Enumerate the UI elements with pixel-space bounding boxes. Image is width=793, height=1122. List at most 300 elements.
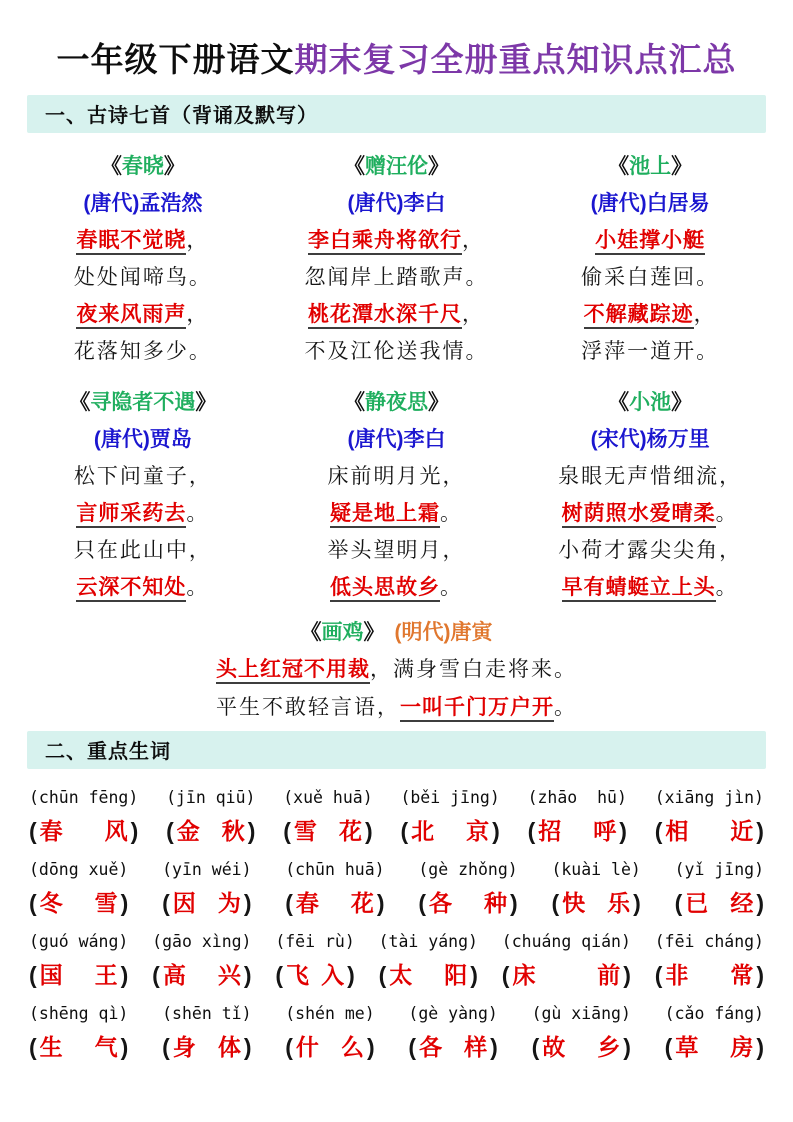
verse-text: 忽闻岸上踏歌声。 xyxy=(304,265,489,289)
verse-text: ， xyxy=(461,228,485,252)
vocab-item xyxy=(675,857,764,918)
poem-line xyxy=(534,296,766,333)
verse-text: 泉眼无声惜细流， xyxy=(558,464,743,488)
paren-open: ( xyxy=(285,889,293,916)
paren-close: ) xyxy=(470,961,478,988)
vocab-chars xyxy=(539,1032,623,1062)
poem-author: (宋代)杨万里 xyxy=(590,427,710,451)
vocab-hanzi xyxy=(285,888,384,918)
paren-open: ( xyxy=(418,889,427,916)
vocab-item xyxy=(551,857,640,918)
poem-line xyxy=(27,296,259,333)
paren-open: ( xyxy=(162,889,170,916)
vocab-item xyxy=(29,857,128,918)
verse-text: ， xyxy=(461,302,485,326)
paren-close: ) xyxy=(376,889,385,916)
paren-open: ( xyxy=(654,817,663,844)
hanzi-char: 风 xyxy=(104,817,128,844)
paren-close: ) xyxy=(623,961,631,988)
vocab-hanzi xyxy=(379,960,478,990)
title-open-bracket: 《 xyxy=(69,390,91,414)
vocab-chars xyxy=(662,960,756,990)
verse-text: 。 xyxy=(186,575,210,599)
verse-text: ， xyxy=(186,302,210,326)
vocab-hanzi xyxy=(29,960,128,990)
paren-close: ) xyxy=(130,817,139,844)
vocab-chars xyxy=(535,816,619,846)
poem-title xyxy=(301,621,385,644)
hanzi-char: 太 xyxy=(389,961,413,988)
verse-highlighted: 不解藏踪迹 xyxy=(584,303,694,329)
hanzi-char: 前 xyxy=(597,961,621,988)
paren-open: ( xyxy=(166,817,174,844)
poem-line xyxy=(534,222,766,259)
hanzi-char: 已 xyxy=(685,889,709,916)
vocab-pinyin: (shén me) xyxy=(285,1003,375,1023)
vocab-pinyin: (dōng xuě) xyxy=(29,859,129,879)
poem-title xyxy=(534,384,766,421)
paren-close: ) xyxy=(347,961,355,988)
poem-card xyxy=(534,148,766,370)
poem-card xyxy=(267,384,527,606)
poem-card xyxy=(534,384,766,606)
vocab-chars xyxy=(37,960,121,990)
poem-line xyxy=(534,569,766,606)
vocab-row xyxy=(29,1001,764,1062)
section-header-poems xyxy=(27,95,766,133)
vocab-hanzi xyxy=(675,888,764,918)
verse-highlighted: 树荫照水爱晴柔 xyxy=(562,502,716,528)
hanzi-char: 体 xyxy=(217,1033,241,1060)
paren-open: ( xyxy=(501,961,510,988)
hanzi-char: 房 xyxy=(730,1033,754,1060)
vocab-item xyxy=(532,1001,631,1062)
paren-open: ( xyxy=(527,817,536,844)
verse-text: 只在此山中， xyxy=(73,538,212,562)
paren-close: ) xyxy=(490,1033,498,1060)
hanzi-char: 因 xyxy=(172,889,196,916)
vocab-hanzi xyxy=(29,816,138,846)
document-title-part-purple: 期末复习全册重点知识点汇总 xyxy=(294,41,737,78)
vocab-section xyxy=(27,785,766,1062)
poem-line xyxy=(27,222,259,259)
paren-open: ( xyxy=(285,1033,293,1060)
hanzi-char: 种 xyxy=(484,889,508,916)
title-open-bracket: 《 xyxy=(100,154,122,178)
poem-line xyxy=(27,333,259,370)
hanzi-char: 乐 xyxy=(607,889,631,916)
poem-title-text: 画鸡 xyxy=(321,620,364,644)
vocab-chars xyxy=(170,1032,244,1062)
poem-line xyxy=(534,259,766,296)
paren-close: ) xyxy=(243,889,252,916)
vocab-item xyxy=(528,785,627,846)
paren-close: ) xyxy=(364,817,373,844)
hanzi-char: 什 xyxy=(295,1033,319,1060)
vocab-pinyin: (xiāng jìn) xyxy=(654,787,764,807)
vocab-pinyin: (tài yáng) xyxy=(378,931,478,951)
vocab-item xyxy=(400,785,499,846)
poem-line xyxy=(534,495,766,532)
hanzi-char: 阳 xyxy=(444,961,468,988)
poem-line xyxy=(27,569,259,606)
vocab-hanzi xyxy=(285,1032,374,1062)
hanzi-char: 高 xyxy=(162,961,186,988)
vocab-hanzi xyxy=(275,960,354,990)
hanzi-char: 金 xyxy=(176,817,200,844)
vocab-row xyxy=(29,857,764,918)
hanzi-char: 冬 xyxy=(39,889,63,916)
verse-highlighted: 低头思故乡 xyxy=(330,576,440,602)
title-close-bracket: 》 xyxy=(427,390,449,414)
vocab-item xyxy=(166,785,255,846)
poem-line xyxy=(534,458,766,495)
paren-open: ( xyxy=(400,817,409,844)
vocab-pinyin: (fēi rù) xyxy=(275,931,355,951)
poem-author: (唐代)孟浩然 xyxy=(83,191,203,215)
poem-card xyxy=(27,148,259,370)
paren-close: ) xyxy=(633,889,641,916)
vocab-item xyxy=(408,1001,497,1062)
paren-open: ( xyxy=(29,1033,37,1060)
verse-highlighted: 云深不知处 xyxy=(76,576,186,602)
verse-highlighted: 头上红冠不用裁 xyxy=(216,658,370,684)
hanzi-char: 故 xyxy=(542,1033,566,1060)
vocab-item xyxy=(283,785,372,846)
hanzi-char: 王 xyxy=(94,961,118,988)
vocab-chars xyxy=(672,1032,756,1062)
vocab-pinyin: (cǎo fáng) xyxy=(664,1003,764,1023)
verse-highlighted: 李白乘舟将欲行 xyxy=(308,229,462,255)
vocab-pinyin: (jīn qiū) xyxy=(166,787,256,807)
hanzi-char: 各 xyxy=(429,889,453,916)
hanzi-char: 么 xyxy=(340,1033,364,1060)
poem-line xyxy=(27,495,259,532)
title-close-bracket: 》 xyxy=(671,390,693,414)
poem-line xyxy=(267,532,527,569)
vocab-hanzi xyxy=(29,888,128,918)
hanzi-char: 各 xyxy=(419,1033,443,1060)
vocab-hanzi xyxy=(655,960,764,990)
vocab-pinyin: (shēn tǐ) xyxy=(162,1003,252,1023)
vocab-chars xyxy=(293,888,377,918)
vocab-pinyin: (shēng qì) xyxy=(29,1003,129,1023)
title-open-bracket: 《 xyxy=(300,620,322,644)
title-close-bracket: 》 xyxy=(671,154,693,178)
vocab-chars xyxy=(416,1032,490,1062)
poem-line xyxy=(534,333,766,370)
vocab-hanzi xyxy=(665,1032,764,1062)
vocab-pinyin: (chūn fēng) xyxy=(29,787,139,807)
vocab-pinyin: (kuài lè) xyxy=(551,859,641,879)
document-title xyxy=(27,36,766,84)
paren-open: ( xyxy=(674,889,683,916)
paren-close: ) xyxy=(756,961,764,988)
vocab-chars xyxy=(37,816,131,846)
vocab-item xyxy=(162,857,251,918)
vocab-item xyxy=(285,1001,374,1062)
hanzi-char: 为 xyxy=(217,889,241,916)
poem-line xyxy=(267,495,527,532)
poem-title-text: 春晓 xyxy=(121,154,164,178)
hanzi-char: 雪 xyxy=(293,817,317,844)
verse-text: 。 xyxy=(439,501,463,525)
verse-text: 。 xyxy=(554,695,577,719)
poem-card xyxy=(27,384,259,606)
verse-text: 不及江伦送我情。 xyxy=(304,339,489,363)
verse-text: 松下问童子， xyxy=(73,464,212,488)
vocab-pinyin: (chūn huā) xyxy=(285,859,385,879)
paren-close: ) xyxy=(623,1033,631,1060)
verse-text: 处处闻啼鸟。 xyxy=(73,265,212,289)
poem-author: (唐代)李白 xyxy=(347,427,446,451)
hanzi-char: 京 xyxy=(466,817,490,844)
hanzi-char: 非 xyxy=(665,961,689,988)
vocab-hanzi xyxy=(502,960,631,990)
vocab-chars xyxy=(291,816,365,846)
vocab-pinyin: (gāo xìng) xyxy=(152,931,252,951)
verse-text: 浮萍一道开。 xyxy=(581,339,720,363)
hanzi-char: 床 xyxy=(512,961,536,988)
paren-open: ( xyxy=(275,961,283,988)
vocab-item xyxy=(29,1001,128,1062)
hanzi-char: 常 xyxy=(730,961,754,988)
poem-line xyxy=(27,532,259,569)
paren-open: ( xyxy=(551,889,560,916)
paren-close: ) xyxy=(366,1033,375,1060)
title-open-bracket: 《 xyxy=(608,390,630,414)
verse-text: 平生不敢轻言语， xyxy=(216,695,400,719)
verse-text: ， xyxy=(186,228,210,252)
poem-line xyxy=(534,532,766,569)
hanzi-char: 秋 xyxy=(221,817,245,844)
poem-title xyxy=(267,148,527,185)
paren-close: ) xyxy=(619,817,627,844)
vocab-chars xyxy=(408,816,492,846)
verse-text: 小荷才露尖尖角， xyxy=(558,538,743,562)
section-header-vocab-label: 二、重点生词 xyxy=(45,741,171,764)
vocab-hanzi xyxy=(418,888,517,918)
hanzi-char: 乡 xyxy=(597,1033,621,1060)
poem-line xyxy=(27,689,766,727)
vocab-pinyin: (gè zhǒng) xyxy=(418,859,518,879)
verse-text: 。 xyxy=(715,501,739,525)
poems-grid xyxy=(27,148,766,606)
vocab-pinyin: (gù xiāng) xyxy=(531,1003,631,1023)
vocab-item xyxy=(502,929,631,990)
hanzi-char: 春 xyxy=(295,889,319,916)
hanzi-char: 花 xyxy=(350,889,374,916)
vocab-chars xyxy=(293,1032,367,1062)
hanzi-char: 草 xyxy=(675,1033,699,1060)
hanzi-char: 花 xyxy=(338,817,362,844)
vocab-hanzi xyxy=(162,888,251,918)
vocab-hanzi xyxy=(551,888,640,918)
paren-open: ( xyxy=(152,961,160,988)
hanzi-char: 呼 xyxy=(593,817,617,844)
paren-close: ) xyxy=(243,1033,252,1060)
vocab-chars xyxy=(37,1032,121,1062)
paren-open: ( xyxy=(408,1033,417,1060)
vocab-pinyin: (yīn wéi) xyxy=(162,859,252,879)
vocab-hanzi xyxy=(528,816,627,846)
hanzi-char: 气 xyxy=(94,1033,118,1060)
paren-open: ( xyxy=(283,817,291,844)
hanzi-char: 相 xyxy=(665,817,689,844)
verse-text: 。 xyxy=(186,501,210,525)
paren-close: ) xyxy=(756,817,764,844)
title-open-bracket: 《 xyxy=(343,154,365,178)
vocab-chars xyxy=(174,816,248,846)
poem-line xyxy=(267,458,527,495)
featured-poem-header xyxy=(27,614,766,651)
vocab-pinyin: (fēi cháng) xyxy=(654,931,764,951)
poem-line xyxy=(267,259,527,296)
hanzi-char: 雪 xyxy=(94,889,118,916)
vocab-hanzi xyxy=(655,816,764,846)
vocab-pinyin: (běi jīng) xyxy=(400,787,500,807)
verse-text: 偷采白莲回。 xyxy=(581,265,720,289)
hanzi-char: 入 xyxy=(321,961,345,988)
vocab-row xyxy=(29,929,764,990)
hanzi-char: 经 xyxy=(730,889,754,916)
featured-poem xyxy=(27,614,766,727)
vocab-chars xyxy=(37,888,121,918)
vocab-item xyxy=(418,857,517,918)
poem-title xyxy=(267,384,527,421)
vocab-pinyin: (xuě huā) xyxy=(283,787,373,807)
hanzi-char: 北 xyxy=(411,817,435,844)
poem-card xyxy=(267,148,527,370)
vocab-hanzi xyxy=(162,1032,251,1062)
vocab-pinyin: (zhāo hū) xyxy=(527,787,627,807)
poem-line xyxy=(267,222,527,259)
paren-close: ) xyxy=(247,817,256,844)
hanzi-char: 招 xyxy=(538,817,562,844)
hanzi-char: 国 xyxy=(39,961,63,988)
poem-line xyxy=(267,569,527,606)
hanzi-char: 春 xyxy=(39,817,63,844)
verse-text: 花落知多少。 xyxy=(73,339,212,363)
title-close-bracket: 》 xyxy=(363,620,385,644)
verse-text: 床前明月光， xyxy=(327,464,466,488)
vocab-item xyxy=(29,785,138,846)
title-open-bracket: 《 xyxy=(608,154,630,178)
verse-highlighted: 言师采药去 xyxy=(76,502,186,528)
vocab-pinyin: (gè yàng) xyxy=(408,1003,498,1023)
vocab-item xyxy=(162,1001,251,1062)
vocab-chars xyxy=(170,888,244,918)
vocab-pinyin: (chuáng qián) xyxy=(501,931,631,951)
vocab-chars xyxy=(509,960,623,990)
vocab-item xyxy=(275,929,354,990)
poem-author: (唐代)贾岛 xyxy=(93,427,192,451)
verse-text: 。 xyxy=(715,575,739,599)
poem-title-text: 静夜思 xyxy=(364,390,428,414)
title-close-bracket: 》 xyxy=(195,390,217,414)
vocab-pinyin: (guó wáng) xyxy=(29,931,129,951)
paren-open: ( xyxy=(29,889,37,916)
section-header-poems-label: 一、古诗七首（背诵及默写） xyxy=(45,105,318,128)
title-open-bracket: 《 xyxy=(343,390,365,414)
vocab-hanzi xyxy=(283,816,372,846)
vocab-item xyxy=(665,1001,764,1062)
vocab-item xyxy=(285,857,384,918)
poem-title-text: 赠汪伦 xyxy=(364,154,428,178)
vocab-chars xyxy=(559,888,633,918)
hanzi-char: 飞 xyxy=(285,961,309,988)
vocab-hanzi xyxy=(408,1032,497,1062)
paren-close: ) xyxy=(243,961,252,988)
verse-highlighted: 春眠不觉晓 xyxy=(76,229,186,255)
vocab-item xyxy=(29,929,128,990)
verse-highlighted: 早有蜻蜓立上头 xyxy=(562,576,716,602)
verse-highlighted: 一叫千门万户开 xyxy=(400,696,554,722)
poem-title-text: 寻隐者不遇 xyxy=(90,390,196,414)
vocab-hanzi xyxy=(400,816,499,846)
hanzi-char: 身 xyxy=(172,1033,196,1060)
verse-highlighted: 桃花潭水深千尺 xyxy=(308,303,462,329)
paren-open: ( xyxy=(378,961,387,988)
vocab-item xyxy=(379,929,478,990)
hanzi-char: 近 xyxy=(730,817,754,844)
poem-title-text: 小池 xyxy=(629,390,672,414)
title-close-bracket: 》 xyxy=(163,154,185,178)
vocab-hanzi xyxy=(152,960,251,990)
poem-line xyxy=(27,458,259,495)
hanzi-char: 样 xyxy=(464,1033,488,1060)
verse-text: ，满身雪白走将来。 xyxy=(370,657,577,681)
poem-line xyxy=(267,296,527,333)
paren-close: ) xyxy=(120,961,129,988)
paren-open: ( xyxy=(29,961,37,988)
paren-close: ) xyxy=(510,889,518,916)
paren-open: ( xyxy=(654,961,663,988)
poem-title-text: 池上 xyxy=(629,154,672,178)
paren-close: ) xyxy=(120,889,129,916)
verse-highlighted: 夜来风雨声 xyxy=(76,303,186,329)
vocab-hanzi xyxy=(29,1032,128,1062)
hanzi-char: 生 xyxy=(39,1033,63,1060)
hanzi-char: 兴 xyxy=(217,961,241,988)
paren-close: ) xyxy=(756,1033,764,1060)
verse-text: 。 xyxy=(439,575,463,599)
vocab-item xyxy=(655,785,764,846)
verse-text: 举头望明月， xyxy=(327,538,466,562)
vocab-chars xyxy=(662,816,756,846)
paren-close: ) xyxy=(492,817,500,844)
vocab-pinyin: (yǐ jīng) xyxy=(674,859,764,879)
paren-open: ( xyxy=(162,1033,170,1060)
vocab-item xyxy=(655,929,764,990)
vocab-chars xyxy=(426,888,510,918)
paren-close: ) xyxy=(756,889,764,916)
vocab-chars xyxy=(283,960,347,990)
section-header-vocab xyxy=(27,731,766,769)
vocab-row xyxy=(29,785,764,846)
poem-author: (唐代)李白 xyxy=(347,191,446,215)
verse-text: ， xyxy=(693,302,717,326)
poem-line xyxy=(27,651,766,689)
paren-open: ( xyxy=(531,1033,540,1060)
poem-author: (唐代)白居易 xyxy=(590,191,710,215)
paren-open: ( xyxy=(664,1033,673,1060)
title-close-bracket: 》 xyxy=(427,154,449,178)
poem-title xyxy=(534,148,766,185)
poem-line xyxy=(27,259,259,296)
vocab-item xyxy=(152,929,251,990)
vocab-chars xyxy=(682,888,756,918)
